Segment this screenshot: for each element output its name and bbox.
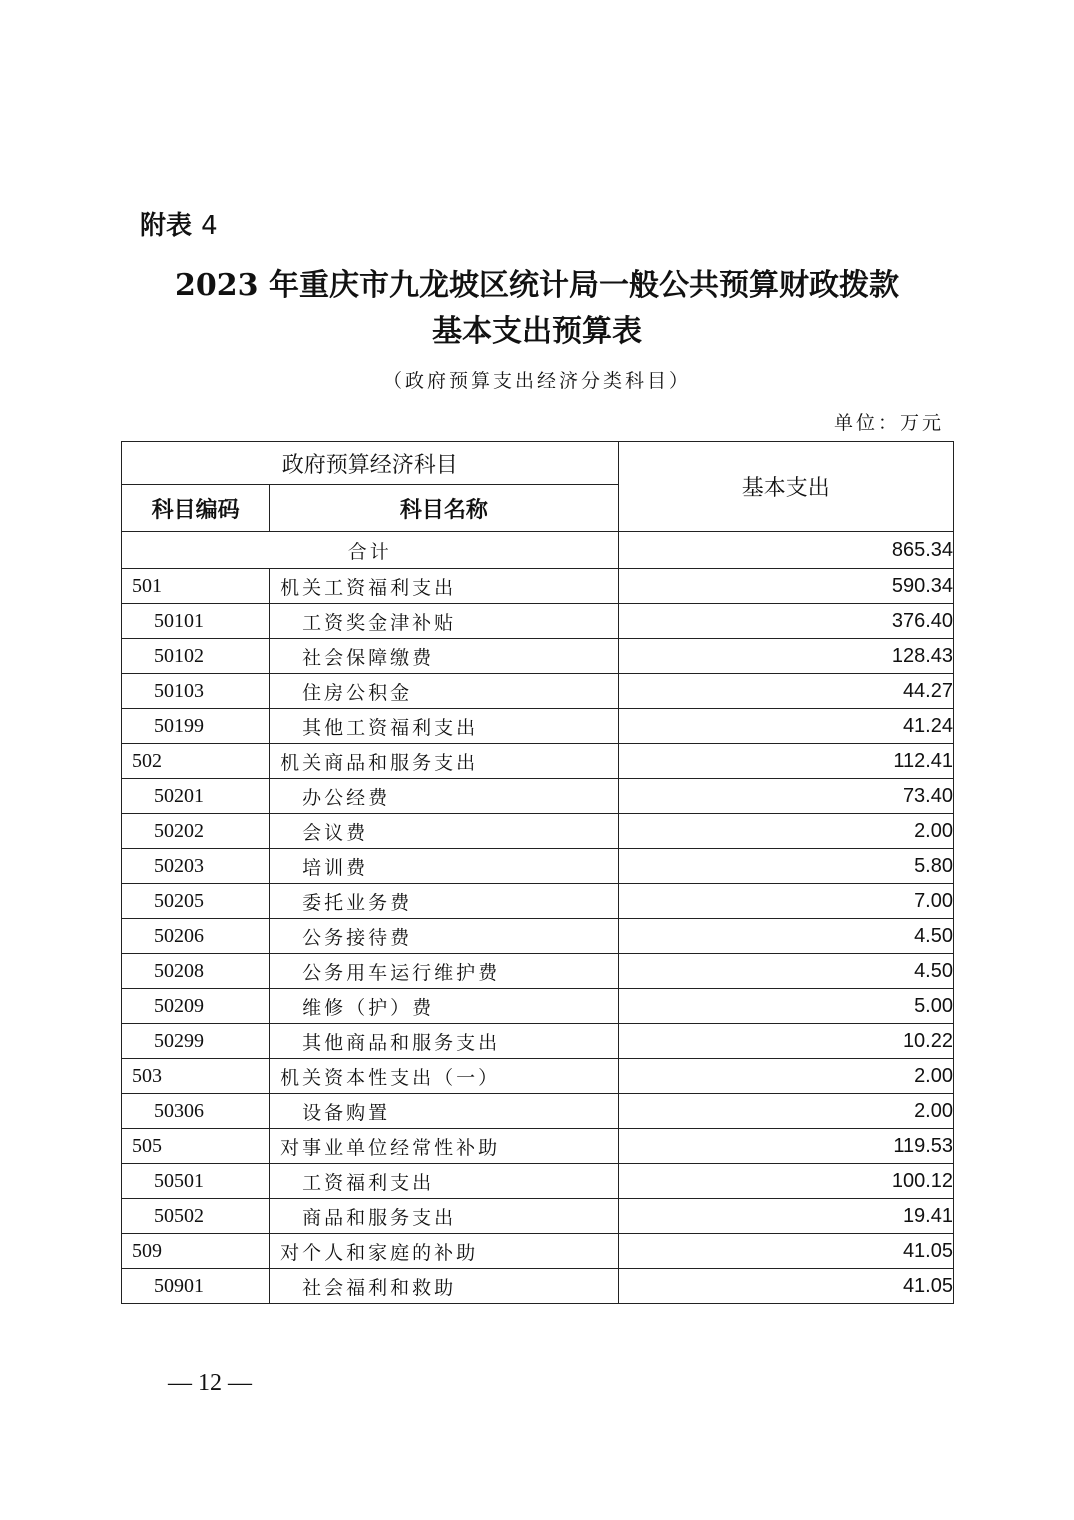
row-amount: 100.12 <box>618 1164 953 1199</box>
row-code: 50102 <box>122 639 270 674</box>
table-row <box>122 744 954 779</box>
row-code: 503 <box>122 1059 270 1094</box>
row-name: 公务用车运行维护费 <box>270 954 618 989</box>
row-name: 住房公积金 <box>270 674 618 709</box>
row-name: 培训费 <box>270 849 618 884</box>
table-row <box>122 849 954 884</box>
row-code: 502 <box>122 744 270 779</box>
row-code: 50502 <box>122 1199 270 1234</box>
row-amount: 41.05 <box>618 1234 953 1269</box>
row-code: 509 <box>122 1234 270 1269</box>
row-name: 公务接待费 <box>270 919 618 954</box>
page-title-line2: 基本支出预算表 <box>432 314 642 349</box>
row-name: 委托业务费 <box>270 884 618 919</box>
row-code: 50501 <box>122 1164 270 1199</box>
table-row <box>122 954 954 989</box>
table-row <box>122 814 954 849</box>
row-name: 办公经费 <box>270 779 618 814</box>
row-code: 505 <box>122 1129 270 1164</box>
unit-label: 单位：万元 <box>833 412 944 434</box>
row-name: 设备购置 <box>270 1094 618 1129</box>
appendix-label-text: 附表 <box>140 211 193 241</box>
table-row <box>122 1094 954 1129</box>
row-amount: 376.40 <box>618 604 953 639</box>
row-name: 对事业单位经常性补助 <box>270 1129 618 1164</box>
total-label: 合计 <box>122 532 619 569</box>
row-name: 维修（护）费 <box>270 989 618 1024</box>
table-row <box>122 1199 954 1234</box>
table-row <box>122 779 954 814</box>
row-code: 50209 <box>122 989 270 1024</box>
row-name: 机关商品和服务支出 <box>270 744 618 779</box>
row-name: 对个人和家庭的补助 <box>270 1234 618 1269</box>
row-name: 其他商品和服务支出 <box>270 1024 618 1059</box>
table-row <box>122 1269 954 1304</box>
row-amount: 19.41 <box>618 1199 953 1234</box>
row-amount: 4.50 <box>618 919 953 954</box>
row-code: 50202 <box>122 814 270 849</box>
row-code: 50306 <box>122 1094 270 1129</box>
table-row <box>122 1234 954 1269</box>
row-amount: 2.00 <box>618 1094 953 1129</box>
row-name: 机关工资福利支出 <box>270 569 618 604</box>
code-header: 科目编码 <box>122 485 270 532</box>
table-row <box>122 1164 954 1199</box>
row-name: 工资福利支出 <box>270 1164 618 1199</box>
row-name: 机关资本性支出（一） <box>270 1059 618 1094</box>
table-row <box>122 1024 954 1059</box>
row-name: 社会福利和救助 <box>270 1269 618 1304</box>
row-name: 其他工资福利支出 <box>270 709 618 744</box>
row-amount: 7.00 <box>618 884 953 919</box>
table-row <box>122 1059 954 1094</box>
row-amount: 119.53 <box>618 1129 953 1164</box>
row-code: 50201 <box>122 779 270 814</box>
row-amount: 2.00 <box>618 814 953 849</box>
row-amount: 112.41 <box>618 744 953 779</box>
table-row <box>122 639 954 674</box>
row-name: 社会保障缴费 <box>270 639 618 674</box>
page-title-line1: 2023 年重庆市九龙坡区统计局一般公共预算财政拨款 <box>175 268 899 303</box>
row-code: 50901 <box>122 1269 270 1304</box>
row-code: 501 <box>122 569 270 604</box>
name-header: 科目名称 <box>270 485 618 532</box>
table-row <box>122 919 954 954</box>
table-row <box>122 674 954 709</box>
table-row <box>122 569 954 604</box>
row-amount: 2.00 <box>618 1059 953 1094</box>
row-amount: 4.50 <box>618 954 953 989</box>
row-code: 50203 <box>122 849 270 884</box>
row-amount: 10.22 <box>618 1024 953 1059</box>
row-code: 50299 <box>122 1024 270 1059</box>
page-number: — 12 — <box>168 1370 252 1396</box>
table-row <box>122 884 954 919</box>
row-amount: 5.80 <box>618 849 953 884</box>
page-subtitle: （政府预算支出经济分类科目） <box>382 370 691 392</box>
row-name: 工资奖金津补贴 <box>270 604 618 639</box>
row-amount: 590.34 <box>618 569 953 604</box>
row-amount: 41.24 <box>618 709 953 744</box>
row-code: 50199 <box>122 709 270 744</box>
table-header-row-1 <box>122 442 954 485</box>
table-row <box>122 604 954 639</box>
appendix-number: 4 <box>201 211 218 241</box>
row-amount: 41.05 <box>618 1269 953 1304</box>
total-row <box>122 532 954 569</box>
appendix-label <box>140 205 218 242</box>
table-row <box>122 1129 954 1164</box>
table-row <box>122 709 954 744</box>
row-amount: 5.00 <box>618 989 953 1024</box>
row-code: 50208 <box>122 954 270 989</box>
row-code: 50103 <box>122 674 270 709</box>
table-body <box>122 532 954 1304</box>
row-code: 50206 <box>122 919 270 954</box>
table-row <box>122 989 954 1024</box>
amount-header: 基本支出 <box>618 442 953 532</box>
row-amount: 128.43 <box>618 639 953 674</box>
row-amount: 73.40 <box>618 779 953 814</box>
row-name: 会议费 <box>270 814 618 849</box>
row-amount: 44.27 <box>618 674 953 709</box>
budget-table <box>121 441 954 1304</box>
row-code: 50205 <box>122 884 270 919</box>
group-header: 政府预算经济科目 <box>122 442 619 485</box>
row-code: 50101 <box>122 604 270 639</box>
row-name: 商品和服务支出 <box>270 1199 618 1234</box>
total-value: 865.34 <box>618 532 953 569</box>
